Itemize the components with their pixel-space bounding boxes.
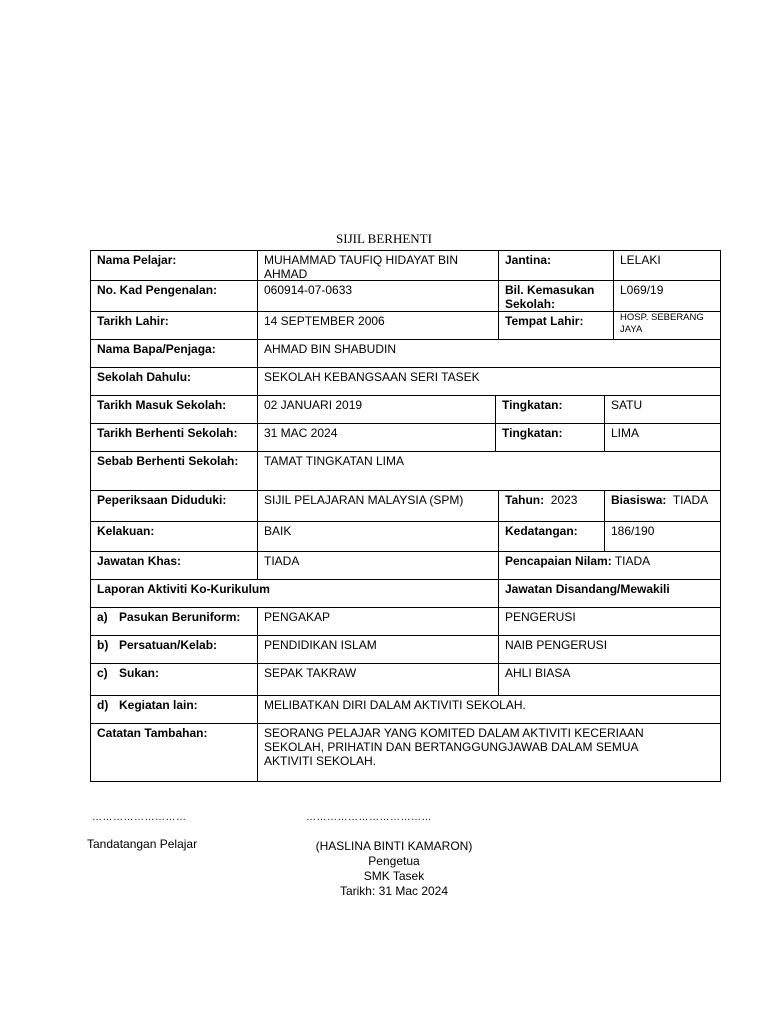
value-tingkatan-berhenti: LIMA	[605, 424, 721, 452]
label-bil-kemasukan: Bil. Kemasukan Sekolah:	[499, 281, 614, 312]
value-sekolah-dahulu: SEKOLAH KEBANGSAAN SERI TASEK	[258, 368, 721, 396]
student-signature-line: ………………………	[92, 812, 187, 823]
value-pasukan-beruniform: PENGAKAP	[258, 608, 499, 636]
value-kelakuan: BAIK	[258, 522, 499, 552]
value-jawatan-khas: TIADA	[258, 552, 499, 580]
value-sebab-berhenti: TAMAT TINGKATAN LIMA	[258, 452, 721, 491]
label-kedatangan: Kedatangan:	[499, 522, 605, 552]
label-jantina: Jantina:	[499, 251, 614, 281]
value-sukan: SEPAK TAKRAW	[258, 664, 499, 696]
label-peperiksaan: Peperiksaan Diduduki:	[91, 491, 258, 522]
value-catatan-tambahan: SEORANG PELAJAR YANG KOMITED DALAM AKTIVITI KECERIAAN SEKOLAH, PRIHATIN DAN BERTANGGUNGJAWAB DALAM SEMUA AKTIVITI SEKOLAH.	[258, 724, 721, 782]
prefix-b: b)	[97, 638, 109, 652]
prefix-d: d)	[97, 698, 109, 712]
label-tahun: Tahun:	[505, 493, 545, 507]
value-bil-kemasukan: L069/19	[614, 281, 721, 312]
label-sukan: c) Sukan:	[91, 664, 258, 696]
label-laporan-kokurikulum: Laporan Aktiviti Ko-Kurikulum	[91, 580, 499, 608]
value-tarikh-lahir: 14 SEPTEMBER 2006	[258, 312, 499, 340]
prefix-c: c)	[97, 666, 108, 680]
label-biasiswa: Biasiswa:	[611, 493, 667, 507]
label-nama-pelajar: Nama Pelajar:	[91, 251, 258, 281]
principal-name: (HASLINA BINTI KAMARON)	[315, 839, 473, 853]
label-tarikh-masuk: Tarikh Masuk Sekolah:	[91, 396, 258, 424]
tahun-cell	[499, 491, 605, 522]
label-jawatan-disandang: Jawatan Disandang/Mewakili	[499, 580, 721, 608]
nilam-cell	[499, 552, 721, 580]
label-kad-pengenalan: No. Kad Pengenalan:	[91, 281, 258, 312]
principal-block	[294, 839, 494, 899]
jawatan-sukan: AHLI BIASA	[499, 664, 721, 696]
certificate-table	[90, 250, 721, 782]
value-biasiswa: TIADA	[672, 493, 709, 507]
signature-date: Tarikh: 31 Mac 2024	[339, 884, 449, 898]
value-jantina: LELAKI	[614, 251, 721, 281]
biasiswa-cell	[605, 491, 721, 522]
value-nilam: TIADA	[614, 554, 651, 568]
value-persatuan-kelab: PENDIDIKAN ISLAM	[258, 636, 499, 664]
value-kegiatan-lain: MELIBATKAN DIRI DALAM AKTIVITI SEKOLAH.	[258, 696, 721, 724]
label-tarikh-lahir: Tarikh Lahir:	[91, 312, 258, 340]
value-tempat-lahir: HOSP. SEBERANG JAYA	[614, 312, 721, 340]
prefix-a: a)	[97, 610, 108, 624]
jawatan-persatuan-kelab: NAIB PENGERUSI	[499, 636, 721, 664]
label-nilam: Pencapaian Nilam:	[505, 554, 612, 568]
student-signature-label: Tandatangan Pelajar	[87, 837, 198, 851]
value-kad-pengenalan: 060914-07-0633	[258, 281, 499, 312]
value-tahun: 2023	[550, 493, 578, 507]
principal-title: Pengetua	[368, 854, 420, 868]
label-kegiatan-lain: d) Kegiatan lain:	[91, 696, 258, 724]
value-peperiksaan: SIJIL PELAJARAN MALAYSIA (SPM)	[258, 491, 499, 522]
label-sebab-berhenti: Sebab Berhenti Sekolah:	[91, 452, 258, 491]
label-catatan-tambahan: Catatan Tambahan:	[91, 724, 258, 782]
label-tingkatan-berhenti: Tingkatan:	[496, 424, 605, 452]
value-tarikh-masuk: 02 JANUARI 2019	[258, 396, 496, 424]
value-kedatangan: 186/190	[605, 522, 721, 552]
document-title: SIJIL BERHENTI	[336, 231, 432, 246]
label-sekolah-dahulu: Sekolah Dahulu:	[91, 368, 258, 396]
value-tarikh-berhenti: 31 MAC 2024	[258, 424, 496, 452]
label-nama-bapa: Nama Bapa/Penjaga:	[91, 340, 258, 368]
jawatan-pasukan-beruniform: PENGERUSI	[499, 608, 721, 636]
label-tempat-lahir: Tempat Lahir:	[499, 312, 614, 340]
label-pasukan-beruniform: a) Pasukan Beruniform:	[91, 608, 258, 636]
value-nama-bapa: AHMAD BIN SHABUDIN	[258, 340, 721, 368]
label-persatuan-kelab: b) Persatuan/Kelab:	[91, 636, 258, 664]
value-tingkatan-masuk: SATU	[605, 396, 721, 424]
value-nama-pelajar: MUHAMMAD TAUFIQ HIDAYAT BIN AHMAD	[258, 251, 499, 281]
principal-signature-line: ………………………………	[306, 812, 432, 823]
label-kelakuan: Kelakuan:	[91, 522, 258, 552]
label-tingkatan-masuk: Tingkatan:	[496, 396, 605, 424]
label-tarikh-berhenti: Tarikh Berhenti Sekolah:	[91, 424, 258, 452]
school-name: SMK Tasek	[363, 869, 425, 883]
label-jawatan-khas: Jawatan Khas:	[91, 552, 258, 580]
